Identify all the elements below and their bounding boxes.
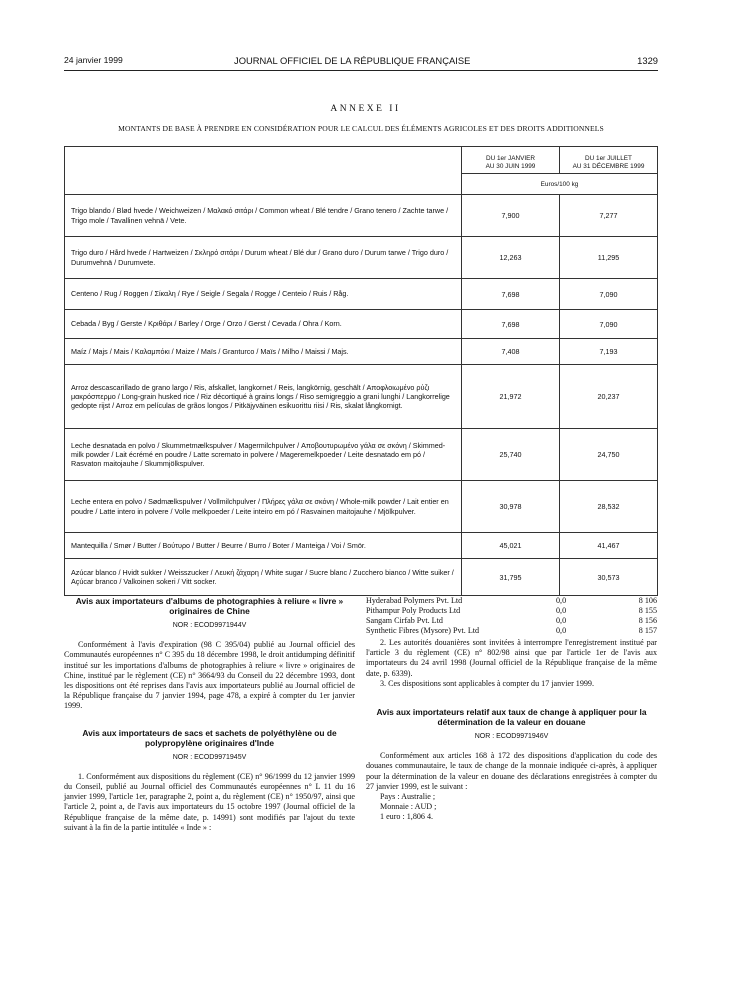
exchange-currency: Monnaie : AUD ; [380, 802, 437, 812]
value-second-half: 20,237 [560, 365, 658, 429]
value-second-half: 7,090 [560, 279, 658, 310]
notice-photo-albums-title: Avis aux importateurs d'albums de photographies à reliure « livre » originaires de Chine [75, 596, 344, 616]
list-item [366, 596, 657, 606]
exchange-country: Pays : Australie ; [380, 792, 436, 802]
company-rate: 0,0 [556, 606, 567, 615]
value-second-half: 28,532 [560, 481, 658, 533]
product-description: Mantequilla / Smør / Butter / Βούτυρο / Butter / Beurre / Burro / Boter / Manteiga / Voi / Smör. [65, 533, 462, 559]
value-second-half: 41,467 [560, 533, 658, 559]
header-date: 24 janvier 1999 [64, 55, 123, 65]
left-column [64, 596, 355, 833]
value-first-half: 7,698 [462, 279, 560, 310]
page-header [64, 55, 658, 71]
column-header-second-half [560, 147, 658, 174]
header-rule [64, 70, 658, 71]
list-item [366, 606, 657, 616]
table-header-blank [65, 147, 462, 195]
product-description: Leche entera en polvo / Sødmælkspulver / Vollmilchpulver / Πλήρες γάλα σε σκόνη / Whole-milk powder / Lait entier en poudre / Latte intero in polvere / Volle melkpoeder / Leite inteiro em pó / Rasvainen maitojauhe / Mjölkpulver. [65, 481, 462, 533]
company-code: 8 155 [638, 606, 657, 615]
notice-exchange-rate-text: Conformément aux articles 168 à 172 des dispositions d'application du code des douanes communautaire, le taux de change de la monnaie indiquée ci-après, à appliquer pour la détermination de la valeur en douane des déclarations enregistrées à compter du 27 janvier 1999, est le suivant : [366, 751, 657, 791]
column-header-line: DU 1er JUILLET [585, 155, 632, 162]
notice-polyethylene-bags-point-2: 2. Les autorités douanières sont invitées à interrompre l'enregistrement institué par l'article 3 du règlement (CE) n° 802/98 ainsi que par l'article 1er de l'avis aux importateurs du 24 avril 1998 (Journal officiel de la République française de la même date, p. 6339). [366, 638, 657, 678]
product-description: Trigo duro / Hård hvede / Hartweizen / Σκληρό σιτάρι / Durum wheat / Blé dur / Grano duro / Durum tarwe / Trigo duro / Durumvehnä / Durumvete. [65, 237, 462, 279]
company-name: Sangam Cirfab Pvt. Ltd [366, 616, 443, 625]
value-second-half: 24,750 [560, 429, 658, 481]
product-description: Centeno / Rug / Roggen / Σίκαλη / Rye / Seigle / Segala / Rogge / Centeio / Ruis / Råg. [65, 279, 462, 310]
base-amounts-table [64, 146, 658, 596]
company-rate: 0,0 [556, 626, 567, 635]
header-journal-title: JOURNAL OFFICIEL DE LA RÉPUBLIQUE FRANÇAISE [234, 55, 471, 66]
value-second-half: 7,193 [560, 339, 658, 365]
notice-polyethylene-bags-nor: NOR : ECOD9971945V [172, 753, 247, 761]
company-code: 8 156 [638, 616, 657, 625]
right-column [366, 596, 657, 823]
value-second-half: 7,277 [560, 195, 658, 237]
notice-exchange-rate-nor: NOR : ECOD9971946V [474, 733, 549, 741]
unit-label: Euros/100 kg [462, 174, 658, 195]
value-first-half: 21,972 [462, 365, 560, 429]
table-row [65, 559, 658, 596]
value-first-half: 31,795 [462, 559, 560, 596]
value-first-half: 7,698 [462, 310, 560, 339]
notice-exchange-rate-title: Avis aux importateurs relatif aux taux de change à appliquer pour la détermination de la valeur en douane [376, 707, 647, 728]
table-row [65, 310, 658, 339]
notice-polyethylene-bags-point-3: 3. Ces dispositions sont applicables à compter du 17 janvier 1999. [380, 678, 595, 688]
product-description: Arroz descascarillado de grano largo / Ris, afskallet, langkornet / Reis, langkörnig, geschält / Αποφλοιωμένο ρύζι μακρόσπερμο / Long-grain husked rice / Riz décortiqué à grains longs / Riso semigreggio a grani lunghi / Langkorrelige gedopte rijst / Arroz em películas de grãos longos / Pitkäjyväinen esikuorittu riisi / Ris, skalat långkornigt. [65, 365, 462, 429]
column-header-line: DU 1er JANVIER [485, 155, 535, 162]
table-header-row [65, 147, 658, 174]
list-item [366, 616, 657, 626]
product-description: Azúcar blanco / Hvidt sukker / Weisszucker / Λευκή ζάχαρη / White sugar / Sucre blanc / Zucchero bianco / Witte suiker / Açúcar branco / Valkoinen sokeri / Vitt socker. [65, 559, 462, 596]
column-header-line: AU 31 DÉCEMBRE 1999 [572, 162, 645, 170]
value-first-half: 12,263 [462, 237, 560, 279]
list-item [366, 626, 657, 636]
company-code: 8 157 [638, 626, 657, 635]
notice-photo-albums-text: Conformément à l'avis d'expiration (98 C 395/04) publié au Journal officiel des Communautés européennes n° C 395 du 18 décembre 1998, le droit antidumping définitif institué sur les importations d'albums de photographies à reliure « livre » originaires de Chine, institué par le règlement (CE) n° 3664/93 du Conseil du 22 décembre 1993, dont les dispositions ont été reprises dans l'avis aux importateurs publié au Journal officiel de la République française du 7 janvier 1994, page 478, a expiré à compter du 1er janvier 1999. [64, 640, 355, 711]
value-second-half: 7,090 [560, 310, 658, 339]
product-description: Maíz / Majs / Mais / Καλαμπόκι / Maize / Maïs / Granturco / Maïs / Milho / Maissi / Majs. [65, 339, 462, 365]
column-header-first-half [462, 147, 560, 174]
header-page-number: 1329 [637, 55, 658, 66]
value-first-half: 45,021 [462, 533, 560, 559]
table-row [65, 481, 658, 533]
column-header-line: AU 30 JUIN 1999 [485, 162, 536, 170]
table-row [65, 533, 658, 559]
value-first-half: 7,900 [462, 195, 560, 237]
annex-title: ANNEXE II [330, 104, 401, 114]
table-row [65, 279, 658, 310]
table-row [65, 195, 658, 237]
product-description: Leche desnatada en polvo / Skummetmælkspulver / Magermilchpulver / Αποβουτυρωμένο γάλα σε σκόνη / Skimmed-milk powder / Lait écrémé en poudre / Latte scremato in polvere / Mageremelkpoeder / Leite desnatado em pó / Rasvaton maitojauhe / Skummjölkspulver. [65, 429, 462, 481]
product-description: Trigo blando / Blød hvede / Weichweizen / Μαλακό σιτάρι / Common wheat / Blé tendre / Grano tenero / Zachte tarwe / Trigo mole / Tavallinen vehnä / Vete. [65, 195, 462, 237]
exchange-rate-value: 1 euro : 1,806 4. [380, 812, 434, 822]
company-name: Synthetic Fibres (Mysore) Pvt. Ltd [366, 626, 480, 635]
value-first-half: 30,978 [462, 481, 560, 533]
value-second-half: 30,573 [560, 559, 658, 596]
company-code: 8 106 [638, 596, 657, 605]
notice-polyethylene-bags-title: Avis aux importateurs de sacs et sachets de polyéthylène ou de polypropylène originaires d'Inde [82, 727, 337, 748]
company-rate: 0,0 [556, 596, 567, 605]
notice-polyethylene-bags-text: 1. Conformément aux dispositions du règlement (CE) n° 96/1999 du 12 janvier 1999 du Conseil, publié au Journal officiel des Communautés européennes n° L 11 du 16 janvier 1999, l'article 1er, paragraphe 2, point a, du règlement (CE) n° 1950/97, ainsi que l'article 2, point a, de l'avis aux importateurs du 15 octobre 1997 (Journal officiel de la République française de la même date, p. 14991) sont modifiés par l'ajout du texte suivant à la fin de la partie intitulée « Inde » : [64, 771, 355, 832]
company-rate: 0,0 [556, 616, 567, 625]
table-row [65, 429, 658, 481]
company-name: Hyderabad Polymers Pvt. Ltd [366, 596, 463, 605]
value-first-half: 25,740 [462, 429, 560, 481]
value-first-half: 7,408 [462, 339, 560, 365]
company-name: Pithampur Poly Products Ltd [366, 606, 461, 615]
notice-photo-albums-nor: NOR : ECOD9971944V [172, 622, 247, 629]
value-second-half: 11,295 [560, 237, 658, 279]
product-description: Cebada / Byg / Gerste / Κριθάρι / Barley / Orge / Orzo / Gerst / Cevada / Ohra / Korn. [65, 310, 462, 339]
annex-subtitle: MONTANTS DE BASE À PRENDRE EN CONSIDÉRATION POUR LE CALCUL DES ÉLÉMENTS AGRICOLES ET DES DROITS ADDITIONNELS [118, 124, 604, 133]
table-row [65, 365, 658, 429]
company-list [366, 596, 657, 636]
table-row [65, 339, 658, 365]
table-row [65, 237, 658, 279]
